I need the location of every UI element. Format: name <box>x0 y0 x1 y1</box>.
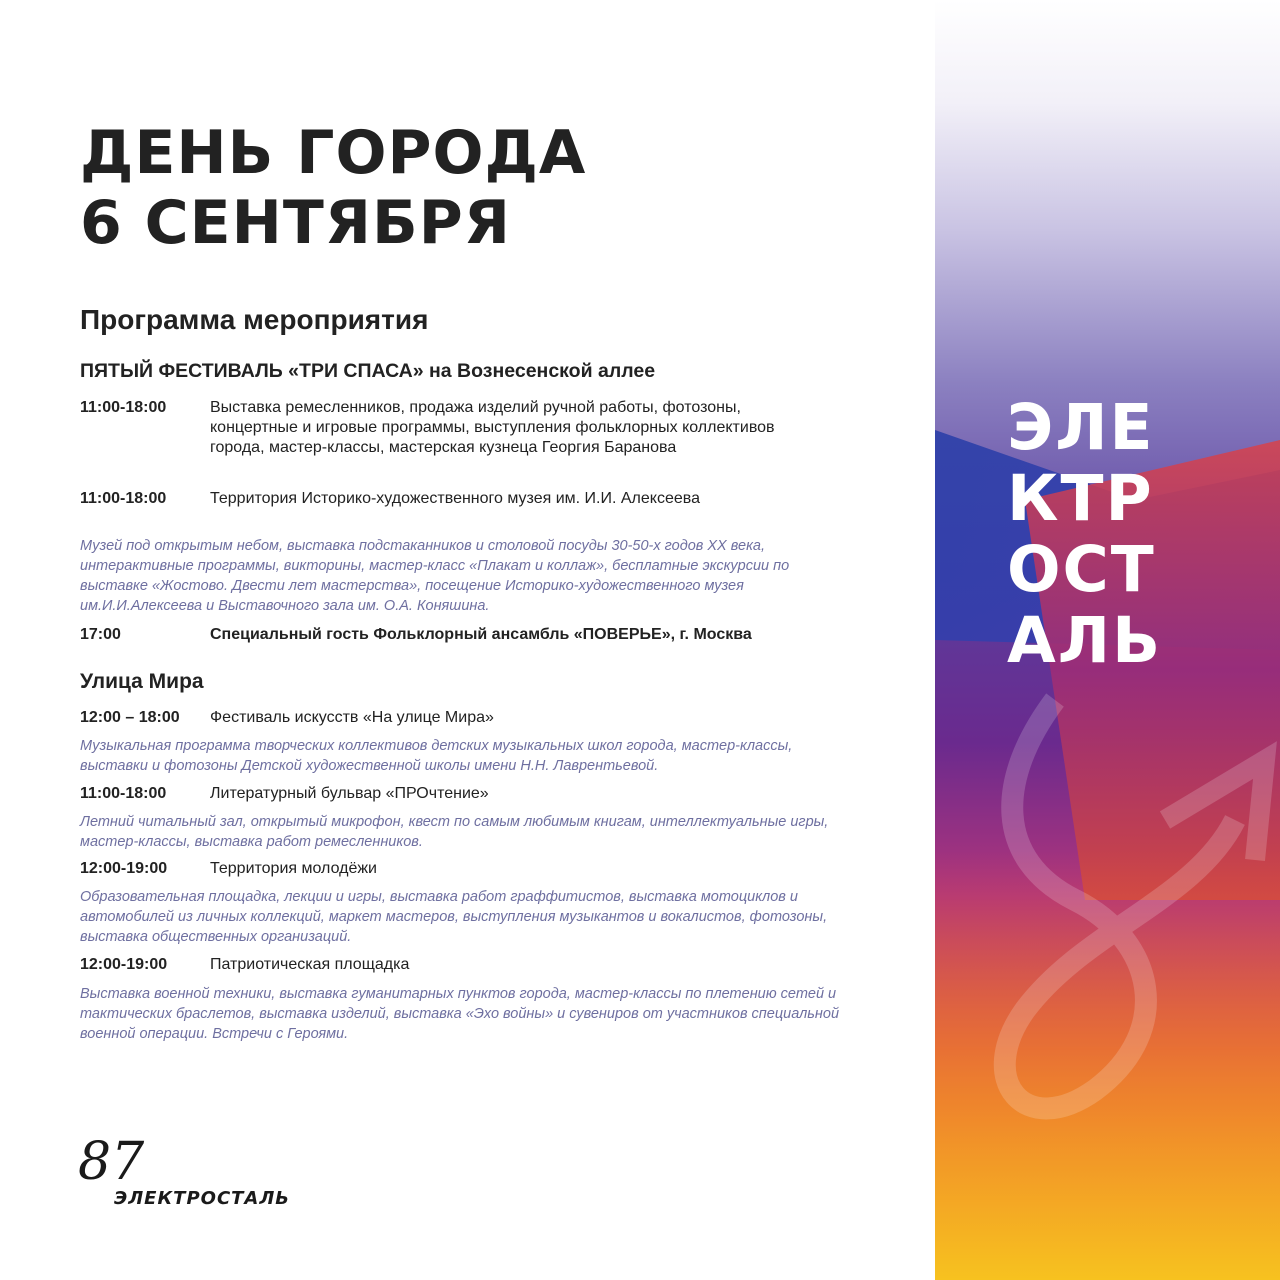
panel-line-1: ЭЛЕ <box>1007 391 1155 464</box>
event-description: Специальный гость Фольклорный ансамбль «ПОВЕРЬЕ», г. Москва <box>210 626 752 643</box>
panel-wordmark <box>1007 392 1207 676</box>
event-time: 11:00-18:00 <box>80 399 167 416</box>
event-note: Музей под открытым небом, выставка подстаканников и столовой посуды 30-50-х годов XX века, интерактивные программы, викторины, мастер-класс «Плакат и коллаж», бесплатные экскурсии по выставке «Жостово. Двести лет мастерства», посещение Историко-художественного музея им.И.И.Алексеева и Выставочного зала им. О.А. Коняшина. <box>80 538 790 614</box>
event-description: Территория молодёжи <box>210 860 377 877</box>
city-logo <box>78 1132 318 1222</box>
event-note: Летний читальный зал, открытый микрофон, квест по самым любимым книгам, интеллектуальные игры, мастер-классы, выставка работ ремесленников. <box>80 814 829 850</box>
event-description: Территория Историко-художественного музея им. И.И. Алексеева <box>210 490 700 507</box>
festival-title: ПЯТЫЙ ФЕСТИВАЛЬ «ТРИ СПАСА» на Вознесенской аллее <box>80 360 656 382</box>
panel-line-2: КТР <box>1007 462 1154 535</box>
event-note: Образовательная площадка, лекции и игры, выставка работ граффитистов, выставка мотоциклов и автомобилей из личных коллекций, маркет мастеров, выступления музыкантов и вокалистов, фотозоны, выставка общественных организаций. <box>80 889 828 945</box>
title-line-1: ДЕНЬ ГОРОДА <box>80 118 587 188</box>
title-line-2: 6 СЕНТЯБРЯ <box>80 188 511 258</box>
event-description: Патриотическая площадка <box>210 956 410 973</box>
program-subtitle: Программа мероприятия <box>80 304 429 335</box>
event-note: Музыкальная программа творческих коллективов детских музыкальных школ города, мастер-классы, выставки и фотозоны Детской художественной школы имени Н.Н. Лаврентьевой. <box>80 738 793 774</box>
event-time: 12:00-19:00 <box>80 956 168 973</box>
street-title: Улица Мира <box>80 670 204 693</box>
logo-wordmark: ЭЛЕКТРОСТАЛЬ <box>114 1188 291 1209</box>
event-time: 11:00-18:00 <box>80 785 167 802</box>
event-description: Фестиваль искусств «На улице Мира» <box>210 709 494 726</box>
panel-line-4: АЛЬ <box>1007 604 1163 677</box>
decorative-panel <box>935 0 1280 1280</box>
page-title <box>80 118 586 258</box>
logo-number: 87 <box>78 1132 145 1192</box>
event-description: Выставка ремесленников, продажа изделий ручной работы, фотозоны, концертные и игровые программы, выступления фольклорных коллективов города, мастер-классы, мастерская кузнеца Георгия Баранова <box>210 399 775 456</box>
event-description: Литературный бульвар «ПРОчтение» <box>210 785 489 802</box>
event-time: 17:00 <box>80 626 121 643</box>
event-time: 12:00-19:00 <box>80 860 168 877</box>
event-time: 12:00 – 18:00 <box>80 709 180 726</box>
panel-line-3: ОСТ <box>1007 533 1156 606</box>
event-note: Выставка военной техники, выставка гуманитарных пунктов города, мастер-классы по плетению сетей и тактических браслетов, выставка изделий, выставка «Эхо войны» и сувениров от участников специальной военной операции. Встречи с Героями. <box>80 986 840 1042</box>
event-time: 11:00-18:00 <box>80 490 167 507</box>
